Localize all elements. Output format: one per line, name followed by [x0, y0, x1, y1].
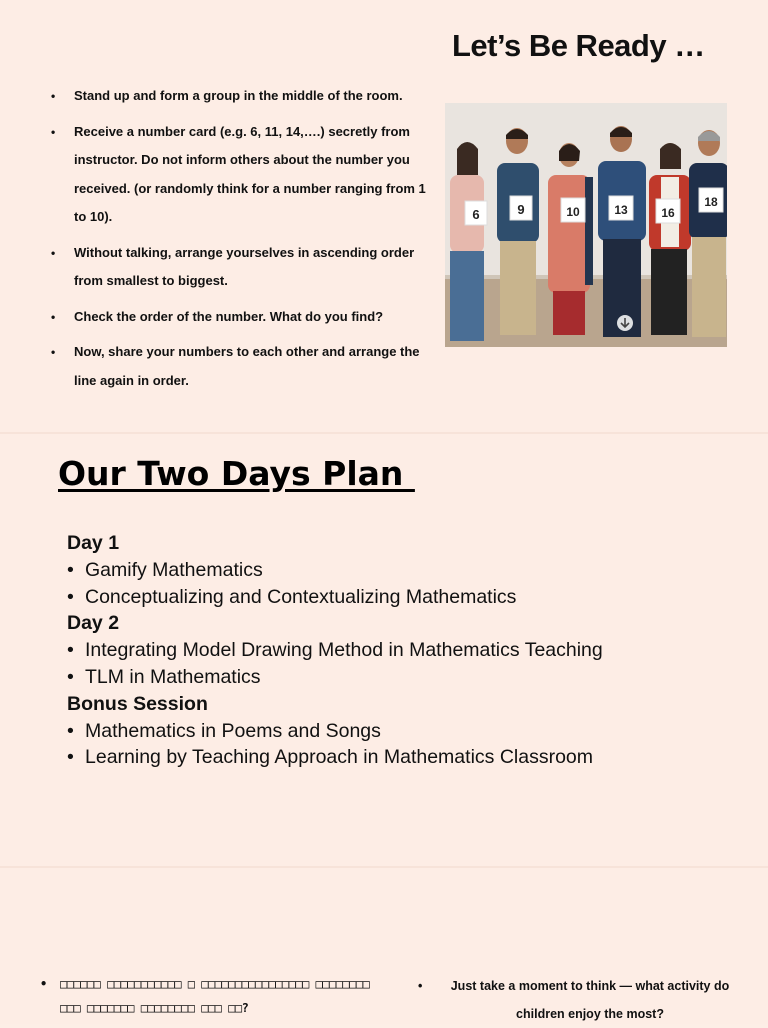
svg-text:16: 16: [661, 206, 675, 220]
instruction-item: • Without talking, arrange yourselves in ascending order from smallest to biggest.: [48, 239, 433, 296]
plan-item: • Integrating Model Drawing Method in Mathematics Teaching: [67, 637, 603, 664]
reflection-bullet-left: • □□□□□□ □□□□□□□□□□□ □ □□□□□□□□□□□□□□□□ □□□□□□□□ □□□ □□□□□□□ □□□□□□□□ □□□ □□?: [40, 972, 380, 1020]
svg-text:10: 10: [566, 205, 580, 219]
svg-text:6: 6: [472, 207, 480, 222]
slide-two-days-plan: [0, 434, 768, 866]
number-card: [609, 196, 633, 220]
instruction-item: • Check the order of the number. What do you find?: [48, 303, 433, 332]
slide-title: Our Two Days Plan: [58, 454, 415, 493]
slide-title: Let’s Be Ready …: [452, 28, 705, 63]
number-card: [656, 199, 680, 223]
download-icon: [617, 315, 633, 331]
plan-item: • Learning by Teaching Approach in Mathematics Classroom: [67, 744, 603, 771]
instruction-item: • Now, share your numbers to each other and arrange the line again in order.: [48, 338, 433, 395]
svg-text:18: 18: [704, 195, 718, 209]
reflection-bullet-right: • Just take a moment to think — what activity do children enjoy the most?: [418, 972, 738, 1028]
plan-item: • Conceptualizing and Contextualizing Mathematics: [67, 584, 603, 611]
day-heading: Day 1: [67, 532, 120, 554]
day-heading: Day 2: [67, 612, 120, 635]
svg-text:9: 9: [517, 202, 525, 217]
people-holding-number-cards-photo: [445, 103, 727, 347]
slide-reflection: [0, 868, 768, 1024]
plan-list: [67, 530, 603, 771]
day-heading: Bonus Session: [67, 692, 208, 715]
number-card: [510, 196, 532, 220]
svg-text:13: 13: [614, 203, 628, 217]
instruction-item: • Stand up and form a group in the middle of the room.: [48, 82, 433, 111]
instruction-item: • Receive a number card (e.g. 6, 11, 14,….) secretly from instructor. Do not inform others about the number you received. (or randomly think for a number ranging from 1 to 10).: [48, 118, 433, 232]
bullet-text: □□□□□□ □□□□□□□□□□□ □ □□□□□□□□□□□□□□□□ □□□□□□□□ □□□ □□□□□□□ □□□□□□□□ □□□ □□?: [60, 977, 370, 1015]
instruction-list: [48, 82, 433, 402]
number-card: [699, 188, 723, 212]
slide-lets-be-ready: [0, 0, 768, 432]
bullet-text: Just take a moment to think — what activity do children enjoy the most?: [450, 979, 730, 1021]
number-card: [561, 198, 585, 222]
plan-item: • TLM in Mathematics: [67, 664, 603, 691]
plan-item: • Gamify Mathematics: [67, 557, 603, 584]
number-card: [465, 201, 487, 225]
plan-item: • Mathematics in Poems and Songs: [67, 718, 603, 745]
